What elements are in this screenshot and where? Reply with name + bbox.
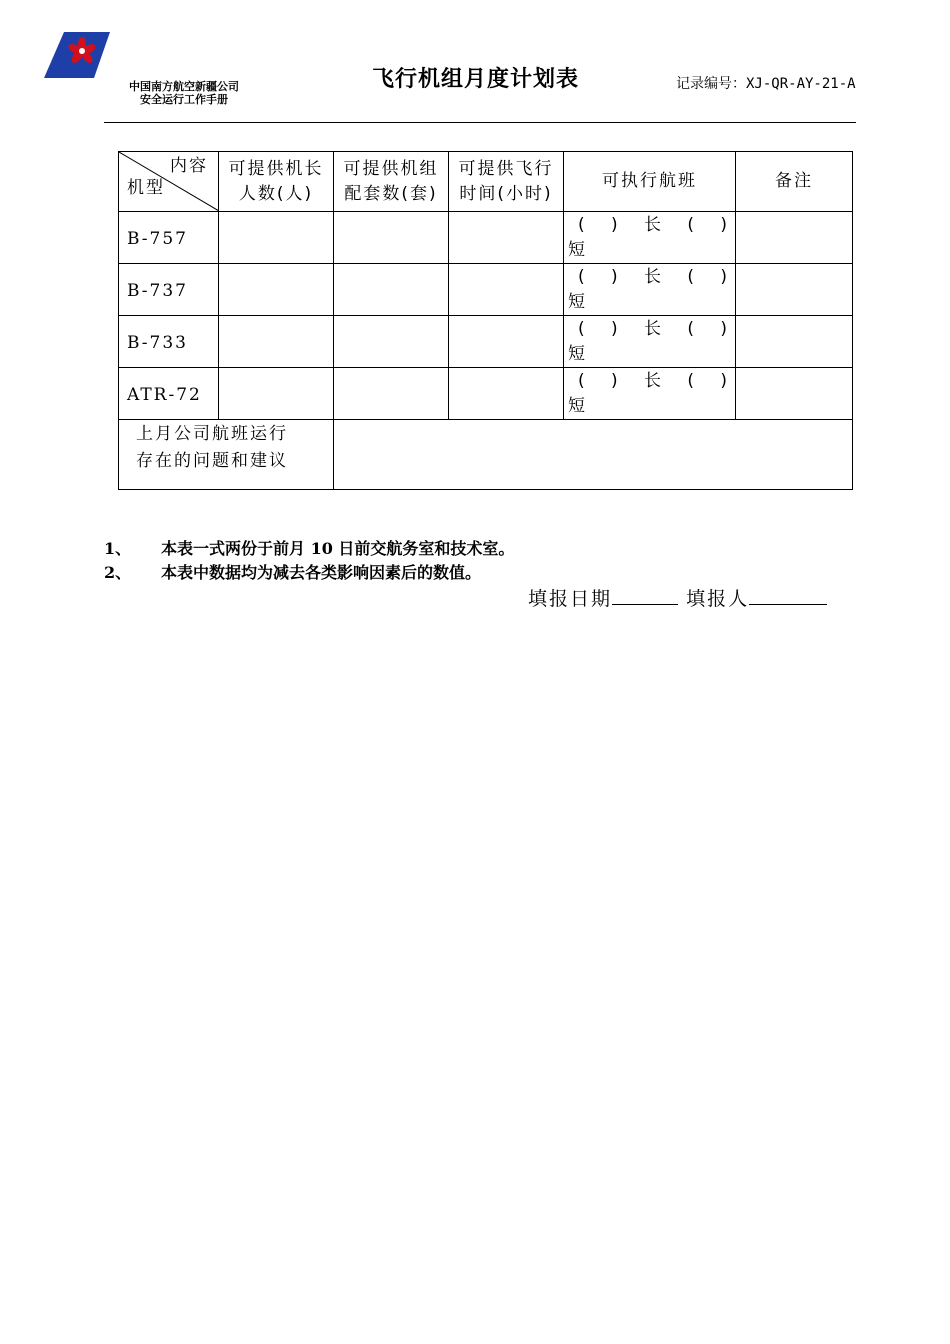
table-row — [119, 316, 853, 368]
long-label: 长 — [644, 318, 663, 339]
filler-name-field[interactable] — [749, 584, 827, 605]
aircraft-type: B-757 — [119, 212, 219, 264]
long-label: 长 — [644, 370, 663, 391]
table-row — [119, 368, 853, 420]
flight-hours-cell[interactable] — [449, 316, 564, 368]
note-number: 1、 — [104, 539, 132, 558]
header-flight-hours: 可提供飞行时间(小时) — [449, 152, 564, 212]
captains-cell[interactable] — [219, 316, 334, 368]
flights-line-1 — [568, 265, 728, 290]
flights-line-1 — [568, 369, 728, 394]
crew-sets-cell[interactable] — [334, 264, 449, 316]
remarks-cell[interactable] — [736, 212, 853, 264]
paren-open: ( — [578, 214, 586, 235]
crew-sets-cell[interactable] — [334, 212, 449, 264]
paren-open: ( — [687, 266, 696, 287]
note-item — [104, 561, 514, 585]
aircraft-type: ATR-72 — [119, 368, 219, 420]
flight-hours-cell[interactable] — [449, 264, 564, 316]
header-crew-sets: 可提供机组配套数(套) — [334, 152, 449, 212]
issues-label-line-2: 存在的问题和建议 — [136, 451, 288, 471]
aircraft-type: B-737 — [119, 264, 219, 316]
flight-hours-cell[interactable] — [449, 368, 564, 420]
paren-close: ) — [720, 214, 729, 235]
paren-open: ( — [578, 370, 586, 391]
paren-close: ) — [720, 318, 729, 339]
flights-cell[interactable] — [564, 316, 736, 368]
header-divider — [104, 122, 856, 123]
flight-hours-cell[interactable] — [449, 212, 564, 264]
remarks-cell[interactable] — [736, 264, 853, 316]
captains-cell[interactable] — [219, 212, 334, 264]
issues-row — [119, 420, 853, 490]
remarks-cell[interactable] — [736, 316, 853, 368]
short-label: 短 — [568, 239, 587, 260]
filler-label: 填报人 — [686, 588, 750, 610]
note-number: 2、 — [104, 563, 132, 582]
corner-content-label: 内容 — [170, 156, 208, 176]
fill-date-label: 填报日期 — [528, 588, 613, 610]
note-item — [104, 537, 514, 561]
paren-open: ( — [687, 214, 696, 235]
paren-open: ( — [687, 370, 696, 391]
corner-header-cell — [119, 152, 219, 212]
short-label: 短 — [568, 343, 587, 364]
flights-line-1 — [568, 317, 728, 342]
flights-cell[interactable] — [564, 212, 736, 264]
crew-sets-cell[interactable] — [334, 316, 449, 368]
flights-line-1 — [568, 213, 728, 238]
long-label: 长 — [644, 266, 663, 287]
airline-logo — [44, 32, 110, 78]
company-line-1: 中国南方航空新疆公司 — [129, 80, 239, 93]
paren-close: ) — [720, 266, 729, 287]
aircraft-type: B-733 — [119, 316, 219, 368]
paren-close: ) — [611, 318, 619, 339]
short-label: 短 — [568, 291, 587, 312]
captains-cell[interactable] — [219, 264, 334, 316]
issues-label-line-1: 上月公司航班运行 — [136, 424, 288, 444]
short-label: 短 — [568, 395, 587, 416]
remarks-cell[interactable] — [736, 368, 853, 420]
issues-content-cell[interactable] — [334, 420, 853, 490]
paren-open: ( — [687, 318, 696, 339]
table-header-row — [119, 152, 853, 212]
issues-label-cell — [119, 420, 334, 490]
page-title: 飞行机组月度计划表 — [372, 67, 580, 92]
note-text: 本表一式两份于前月 10 日前交航务室和技术室。 — [161, 539, 515, 558]
fill-date-field[interactable] — [612, 584, 678, 605]
kapok-logo-icon — [44, 32, 110, 78]
plan-table — [118, 151, 853, 490]
paren-close: ) — [611, 214, 619, 235]
note-text: 本表中数据均为减去各类影响因素后的数值。 — [161, 563, 482, 582]
table-row — [119, 212, 853, 264]
header-captains: 可提供机长人数(人) — [219, 152, 334, 212]
table-row — [119, 264, 853, 316]
company-name — [104, 80, 264, 106]
long-label: 长 — [644, 214, 663, 235]
flights-cell[interactable] — [564, 368, 736, 420]
captains-cell[interactable] — [219, 368, 334, 420]
paren-close: ) — [611, 370, 619, 391]
header-flights: 可执行航班 — [564, 152, 736, 212]
notes-list — [104, 537, 514, 585]
flights-cell[interactable] — [564, 264, 736, 316]
paren-open: ( — [578, 318, 586, 339]
paren-close: ) — [720, 370, 729, 391]
paren-open: ( — [578, 266, 586, 287]
signature-line — [528, 584, 827, 611]
header-remarks: 备注 — [736, 152, 853, 212]
record-number: 记录编号：XJ-QR-AY-21-A — [676, 76, 856, 92]
company-line-2: 安全运行工作手册 — [140, 93, 228, 106]
corner-type-label: 机型 — [127, 178, 165, 198]
paren-close: ) — [611, 266, 619, 287]
crew-sets-cell[interactable] — [334, 368, 449, 420]
